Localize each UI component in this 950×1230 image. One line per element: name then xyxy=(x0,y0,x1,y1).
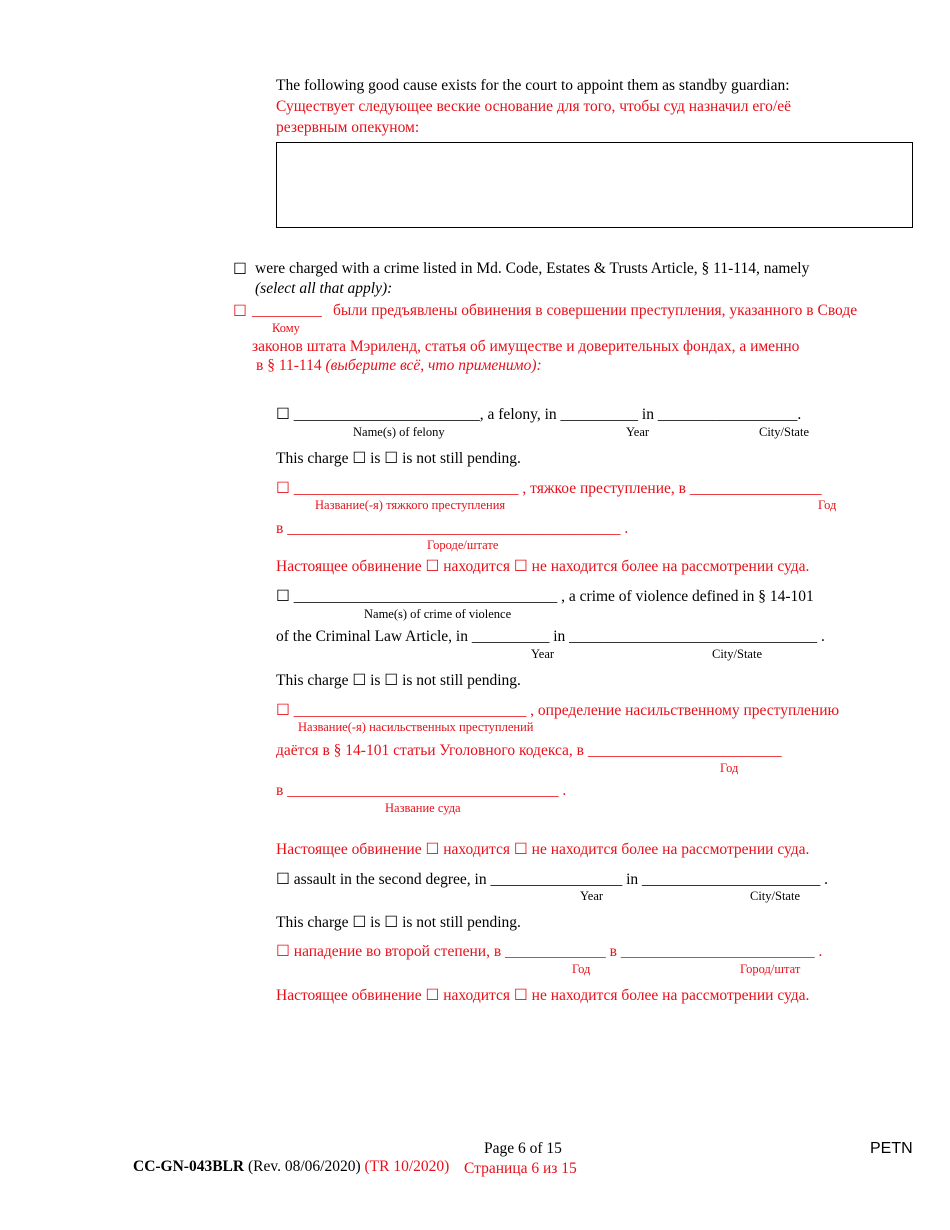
form-revision: (Rev. 08/06/2020) xyxy=(247,1158,361,1175)
felony-label-year: Year xyxy=(626,425,650,439)
violence-line-en-1[interactable]: ☐ __________________________________ , a crime of violence defined in § 14-101 xyxy=(276,588,814,605)
assault-label-year: Year xyxy=(580,889,604,903)
charged-whom-blank[interactable]: _________ xyxy=(252,302,322,319)
footer-form-info xyxy=(133,1158,449,1176)
violence-line-en-2[interactable]: of the Criminal Law Article, in __________ in ________________________________ . xyxy=(276,628,825,645)
charged-text-ru-3a xyxy=(256,357,542,375)
assault-pending-ru[interactable]: Настоящее обвинение ☐ находится ☐ не находится более на рассмотрении суда. xyxy=(276,987,810,1004)
felony-label-name-ru: Название(-я) тяжкого преступления xyxy=(315,498,506,512)
felony-label-city-ru: Городе/штате xyxy=(427,538,499,552)
violence-pending-ru[interactable]: Настоящее обвинение ☐ находится ☐ не находится более на рассмотрении суда. xyxy=(276,841,810,858)
assault-label-city-ru: Город/штат xyxy=(740,962,801,976)
felony-line-ru-2[interactable]: в ___________________________________________ . xyxy=(276,520,629,537)
felony-pending-en[interactable]: This charge ☐ is ☐ is not still pending. xyxy=(276,450,521,467)
good-cause-textbox[interactable] xyxy=(276,142,913,228)
form-translation: (TR 10/2020) xyxy=(364,1158,450,1175)
charged-section-ref: в § 11-114 xyxy=(256,357,322,374)
assault-pending-en[interactable]: This charge ☐ is ☐ is not still pending. xyxy=(276,914,521,931)
charged-text-en-2: (select all that apply): xyxy=(255,280,393,297)
form-code: CC-GN-043BLR xyxy=(133,1158,245,1175)
page-number-en: Page 6 of 15 xyxy=(484,1140,562,1157)
charged-text-ru-1: были предъявлены обвинения в совершении преступления, указанного в Своде xyxy=(333,302,858,319)
form-tag: PETN xyxy=(870,1140,913,1157)
assault-line-ru[interactable]: ☐ нападение во второй степени, в _____________ в _________________________ . xyxy=(276,943,823,960)
charged-text-en-1: were charged with a crime listed in Md. Code, Estates & Trusts Article, § 11-114, namely xyxy=(255,260,810,277)
page-number-ru: Страница 6 из 15 xyxy=(464,1160,577,1177)
charged-checkbox-ru[interactable]: ☐ xyxy=(233,303,247,320)
felony-pending-ru[interactable]: Настоящее обвинение ☐ находится ☐ не находится более на рассмотрении суда. xyxy=(276,558,810,575)
violence-label-year: Year xyxy=(531,647,555,661)
assault-label-year-ru: Год xyxy=(572,962,591,976)
assault-line-en[interactable]: ☐ assault in the second degree, in _________________ in _______________________ . xyxy=(276,871,829,888)
felony-line-ru[interactable]: ☐ _____________________________ , тяжкое преступление, в _________________ xyxy=(276,480,822,497)
violence-pending-en[interactable]: This charge ☐ is ☐ is not still pending. xyxy=(276,672,521,689)
charged-label-whom: Кому xyxy=(272,321,300,335)
felony-label-year-ru: Год xyxy=(818,498,837,512)
charged-select-all-ru: (выберите всё, что применимо): xyxy=(325,357,542,374)
violence-line-ru-3[interactable]: в ___________________________________ . xyxy=(276,782,567,799)
felony-label-name: Name(s) of felony xyxy=(353,425,445,439)
good-cause-label-en: The following good cause exists for the court to appoint them as standby guardian: xyxy=(276,77,790,94)
violence-label-year-ru: Год xyxy=(720,761,739,775)
felony-line-en[interactable]: ☐ ________________________, a felony, in __________ in __________________. xyxy=(276,406,802,423)
violence-label-city: City/State xyxy=(712,647,762,661)
good-cause-label-ru-1: Существует следующее веские основание для того, чтобы суд назначил его/её xyxy=(276,98,791,115)
violence-line-ru-2[interactable]: даётся в § 14-101 статьи Уголовного кодекса, в _________________________ xyxy=(276,742,782,759)
good-cause-label-ru-2: резервным опекуном: xyxy=(276,119,420,136)
felony-label-city: City/State xyxy=(759,425,809,439)
assault-label-city: City/State xyxy=(750,889,800,903)
violence-label-name: Name(s) of crime of violence xyxy=(364,607,512,621)
violence-label-court-ru: Название суда xyxy=(385,801,461,815)
charged-checkbox[interactable]: ☐ xyxy=(233,261,247,278)
violence-label-name-ru: Название(-я) насильственных преступлений xyxy=(298,720,534,734)
charged-text-ru-2: законов штата Мэриленд, статья об имуществе и доверительных фондах, а именно xyxy=(252,338,800,355)
violence-line-ru-1[interactable]: ☐ ______________________________ , определение насильственному преступлению xyxy=(276,702,840,719)
